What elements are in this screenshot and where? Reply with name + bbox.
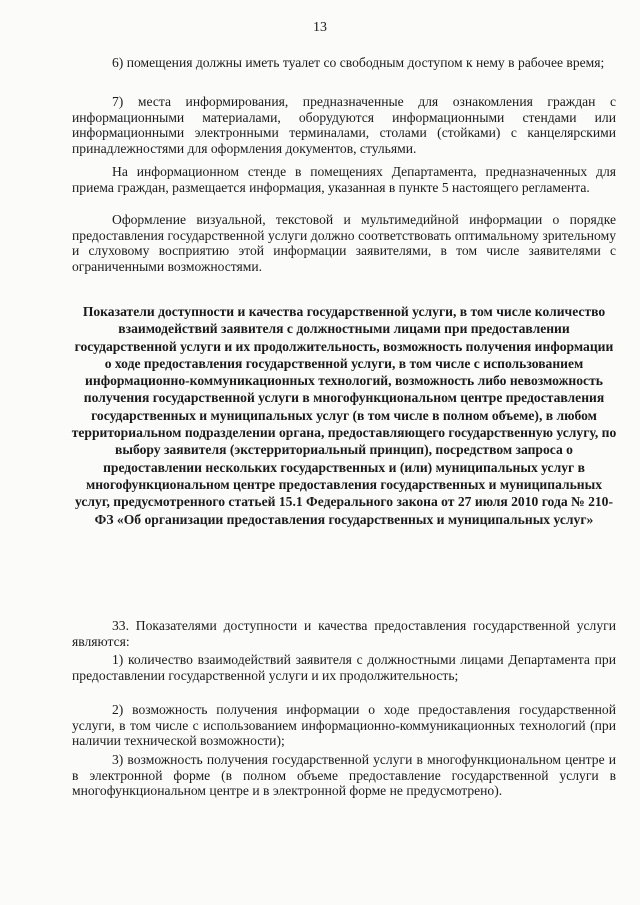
paragraph-item-1 (72, 652, 616, 683)
paragraph-item-7 (72, 94, 616, 156)
page-number: 13 (313, 20, 327, 35)
paragraph-item-3 (72, 752, 616, 799)
paragraph-text: 6) помещения должны иметь туалет со свободным доступом к нему в рабочее время; (112, 55, 605, 70)
paragraph-text: 1) количество взаимодействий заявителя с должностными лицами Департамента при предоставлении государственной услуги и их продолжительность; (72, 652, 616, 683)
paragraph-text: Оформление визуальной, текстовой и мультимедийной информации о порядке предоставления государственной услуги должно соответствовать оптимальному зрительному и слуховому восприятию этой информации заявителями, в том числе заявителями с ограниченными возможностями. (72, 212, 616, 274)
paragraph-item-6 (72, 55, 616, 71)
paragraph-item-2 (72, 702, 616, 749)
paragraph-visual-info (72, 212, 616, 274)
paragraph-33 (72, 618, 616, 649)
paragraph-info-stand (72, 164, 616, 195)
paragraph-text: 3) возможность получения государственной услуги в многофункциональном центре и в электронной форме (в полном объеме предоставление государственной услуги в многофункциональном центре и в электронной форме не предусмотрено). (72, 752, 616, 799)
paragraph-text: На информационном стенде в помещениях Департамента, предназначенных для приема граждан, размещается информация, указанная в пункте 5 настоящего регламента. (72, 164, 616, 195)
section-heading: Показатели доступности и качества государственной услуги, в том числе количество взаимодействий заявителя с должностными лицами при предоставлении государственной услуги и их продолжительность, возможность получения информации о ходе предоставления государственной услуги, в том числе с использованием информационно-коммуникационных технологий, возможность либо невозможность получения государственной услуги в многофункциональном центре предоставления государственных и муниципальных услуг (в том числе в полном объеме), в любом территориальном подразделении органа, предоставляющего государственную услугу, по выбору заявителя (экстерриториальный принцип), посредством запроса о предоставлении нескольких государственных и (или) муниципальных услуг в многофункциональном центре предоставления государственных и муниципальных услуг, предусмотренного статьей 15.1 Федерального закона от 27 июля 2010 года № 210-ФЗ «Об организации предоставления государственных и муниципальных услуг» (71, 304, 617, 527)
paragraph-text: 33. Показателями доступности и качества предоставления государственной услуги являются: (72, 618, 616, 649)
paragraph-text: 2) возможность получения информации о ходе предоставления государственной услуги, в том числе с использованием информационно-коммуникационных технологий (при наличии технической возможности); (72, 702, 616, 749)
paragraph-text: 7) места информирования, предназначенные для ознакомления граждан с информационными материалами, оборудуются информационными стендами или информационными электронными терминалами, столами (стойками) с канцелярскими принадлежностями для оформления документов, стульями. (72, 94, 616, 156)
